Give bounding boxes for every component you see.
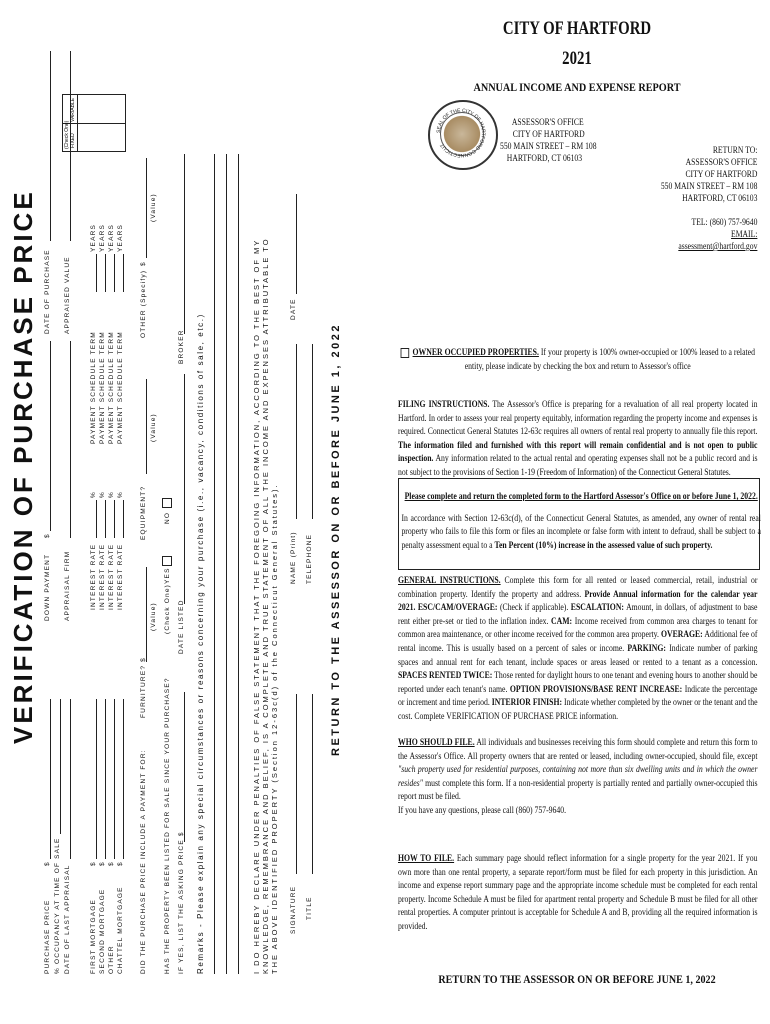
other-dollar: $ bbox=[140, 261, 147, 266]
who-section bbox=[398, 736, 758, 818]
certification-statement: I DO HEREBY DECLARE UNDER PENALTIES OF FALSE STATEMENT THAT THE FOREGOING INFORMATION, ACCORDING TO THE BEST OF MY KNOWLEDGE, REMEMBRANCE AND BELIEF, IS A COMPLETE AND TRUE STATEMENT OF ALL THE INCOME AND EXPENSES ATTRIBUTABLE TO THE ABOVE IDENTIFIED PROPERTY (Section 12-63c(d) of the Connecticut General Statutes). bbox=[252, 237, 279, 974]
listed-yes-label: YES bbox=[164, 567, 171, 584]
telephone-input[interactable] bbox=[312, 344, 313, 519]
variable-label: VARIABLE bbox=[70, 97, 76, 122]
seal-caption: SEAL OF THE CITY OF HARTFORD CONNECTICUT bbox=[435, 107, 487, 159]
last-appraisal-input[interactable] bbox=[70, 699, 71, 859]
signature-input[interactable] bbox=[296, 694, 297, 874]
general-heading: GENERAL INSTRUCTIONS. bbox=[398, 575, 501, 585]
general-t2: Amount, in dollars, of adjustment to base rent either pre-set or tied to the inflation index. bbox=[398, 602, 758, 626]
general-t7: Indicate the percentage or increment and time period. bbox=[398, 683, 758, 708]
who-text: All individuals and businesses receiving this form should complete and return this form to the Assessor's Office. All property owners that are rented or leased, including owner-occupied, should file, except bbox=[398, 737, 758, 761]
date-input[interactable] bbox=[296, 194, 297, 294]
name-print-input[interactable] bbox=[296, 344, 297, 519]
general-b7: OPTION PROVISIONS/BASE RENT INCREASE: bbox=[509, 683, 683, 694]
interest-rate-label-3: INTEREST RATE bbox=[108, 543, 115, 610]
how-heading: HOW TO FILE. bbox=[398, 853, 455, 863]
appraised-value-label: APPRAISED VALUE bbox=[64, 256, 71, 334]
report-title: ANNUAL INCOME AND EXPENSE REPORT bbox=[473, 80, 681, 94]
furniture-input[interactable] bbox=[146, 567, 147, 662]
broker-label: BROKER bbox=[178, 329, 185, 364]
return-to-line4: HARTFORD, CT 06103 bbox=[682, 193, 758, 203]
if-yes-label: IF YES, LIST THE ASKING PRICE $ bbox=[178, 831, 185, 974]
payment-schedule-label-2: PAYMENT SCHEDULE TERM bbox=[99, 331, 106, 444]
notice-heading: Please complete and return the completed form to the Hartford Assessor's Office on or before June 1, 2022. bbox=[404, 491, 758, 501]
date-of-purchase-label: DATE OF PURCHASE bbox=[44, 249, 51, 334]
report-year: 2021 bbox=[562, 48, 592, 69]
title-input[interactable] bbox=[312, 694, 313, 874]
down-payment-label: DOWN PAYMENT bbox=[44, 553, 51, 621]
mortgage-dollar-3: $ bbox=[108, 861, 115, 866]
verification-return-note: RETURN TO THE ASSESSOR ON OR BEFORE JUNE 1, 2022 bbox=[330, 323, 342, 756]
payment-schedule-label-4: PAYMENT SCHEDULE TERM bbox=[117, 331, 124, 444]
years-4: YEARS bbox=[117, 223, 124, 252]
how-section bbox=[398, 852, 758, 934]
other-input[interactable] bbox=[146, 158, 147, 258]
payment-schedule-label-1: PAYMENT SCHEDULE TERM bbox=[90, 331, 97, 444]
term-input-1[interactable] bbox=[96, 254, 97, 292]
office-line1: ASSESSOR'S OFFICE bbox=[511, 117, 584, 127]
fixed-label: FIXED bbox=[70, 133, 76, 148]
chattel-mortgage-input[interactable] bbox=[123, 699, 124, 859]
asking-price-input[interactable] bbox=[184, 692, 185, 842]
general-b8: INTERIOR FINISH: bbox=[491, 697, 563, 708]
general-b1: Provide Annual information for the calendar year 2021. ESC/CAM/OVERAGE: bbox=[398, 588, 758, 613]
signature-label: SIGNATURE bbox=[290, 885, 297, 934]
notice-penalty: Ten Percent (10%) increase in the assessed value of such property. bbox=[494, 539, 713, 550]
years-3: YEARS bbox=[108, 223, 115, 252]
appraisal-firm-input[interactable] bbox=[70, 341, 71, 538]
chattel-mortgage-label: CHATTEL MORTGAGE bbox=[117, 886, 124, 974]
furniture-value-caption: (Value) bbox=[150, 602, 157, 631]
down-payment-input[interactable] bbox=[50, 341, 51, 531]
remarks-label: Remarks - Please explain any special circumstances or reasons concerning your purchase (i.e., vacancy, conditions of sale, etc.) bbox=[196, 313, 205, 974]
telephone-label: TELEPHONE bbox=[306, 533, 313, 584]
general-b5: PARKING: bbox=[627, 642, 666, 653]
broker-input[interactable] bbox=[184, 154, 185, 334]
office-line2: CITY OF HARTFORD bbox=[512, 129, 585, 139]
has-listed-label: HAS THE PROPERTY BEEN LISTED FOR SALE SINCE YOUR PURCHASE? bbox=[164, 677, 171, 974]
other-mortgage-input[interactable] bbox=[114, 699, 115, 859]
mortgage-dollar-2: $ bbox=[99, 861, 106, 866]
office-line3: 550 MAIN STREET – RM 108 bbox=[500, 141, 597, 151]
general-b6: SPACES RENTED TWICE: bbox=[398, 670, 493, 681]
fixed-variable-grid bbox=[62, 94, 126, 152]
return-to-tel: TEL: (860) 757-9640 bbox=[691, 217, 758, 227]
filing-heading: FILING INSTRUCTIONS. bbox=[398, 399, 490, 409]
svg-text:SEAL OF THE CITY OF HARTFORD C bbox=[436, 108, 486, 158]
interest-rate-label-1: INTEREST RATE bbox=[90, 543, 97, 610]
term-input-3[interactable] bbox=[114, 254, 115, 292]
listed-no-checkbox[interactable] bbox=[162, 498, 172, 508]
date-listed-label: DATE LISTED bbox=[178, 599, 185, 654]
equipment-value-caption: (Value) bbox=[150, 413, 157, 442]
office-line4: HARTFORD, CT 06103 bbox=[506, 153, 583, 163]
title-label: TITLE bbox=[306, 896, 313, 920]
interest-rate-input-2[interactable] bbox=[105, 500, 106, 538]
general-t8: Indicate whether completed by the owner or the tenant and the cost. Complete VERIFICATION OF PURCHASE PRICE information. bbox=[398, 697, 758, 721]
notice-text: In accordance with Section 12-63c(d), of the Connecticut General Statutes, as amended, any owner of rental real property who fails to file this form or files an incomplete or false form with intent to defraud, shall be subject to a penalty assessment equal to a bbox=[401, 512, 761, 550]
verification-title: VERIFICATION OF PURCHASE PRICE bbox=[8, 189, 38, 744]
city-title: CITY OF HARTFORD bbox=[502, 18, 652, 39]
general-t6: Those rented for daylight hours to one tenant and evening hours to another should be reported under each tenant's name. bbox=[398, 670, 758, 694]
general-b4: OVERAGE: bbox=[661, 629, 703, 640]
pct-1: % bbox=[90, 491, 97, 498]
return-to-line3: 550 MAIN STREET – RM 108 bbox=[660, 181, 758, 191]
first-mortgage-label: FIRST MORTGAGE bbox=[90, 898, 97, 974]
filing-text1: The Assessor's Office is preparing for a revaluation of all real property located in Hartford. In order to assess your real property equitably, information regarding the property income and expenses is required. Connecticut General Statutes 12-63c requires all owners of rental real property to annually file this report. bbox=[398, 399, 758, 437]
interest-rate-label-2: INTEREST RATE bbox=[99, 543, 106, 610]
general-text: Complete this form for all rented or leased commercial, retail, industrial or combination property. Identify the property and address. bbox=[398, 575, 758, 599]
city-seal-icon bbox=[428, 100, 498, 170]
general-t5: Indicate number of parking spaces and annual rent for each tenant, include spaces or areas leased or rented to a tenant as a concession. bbox=[398, 642, 758, 667]
other-value-caption: (Value) bbox=[150, 193, 157, 222]
return-to-email: EMAIL: assessment@hartford.gov bbox=[678, 229, 758, 251]
interest-rate-label-4: INTEREST RATE bbox=[117, 543, 124, 610]
general-section bbox=[398, 574, 758, 724]
return-to-line2: CITY OF HARTFORD bbox=[685, 169, 758, 179]
listed-yes-checkbox[interactable] bbox=[162, 556, 172, 566]
mortgage-dollar-4: $ bbox=[117, 861, 124, 866]
other-specify-label: OTHER (Specify) bbox=[140, 269, 147, 338]
other-mortgage-label: OTHER bbox=[108, 945, 115, 974]
general-t3: Income received from common area charges to tenant for common area maintenance, or other income received for the common area property. bbox=[398, 615, 758, 640]
filing-text2: Any information related to the actual rental and operating expenses shall not be a public record and is not subject to the provisions of Section 1-19 (Freedom of Information) of the Connecticut General Statutes. bbox=[398, 453, 758, 477]
remarks-line-3[interactable] bbox=[238, 154, 239, 974]
who-text2: must complete this form. If a non-residential property is partially rented and partially owner-occupied this report must be filed. bbox=[398, 777, 758, 802]
purchase-price-input[interactable] bbox=[50, 699, 51, 859]
general-t4: Additional fee of rental income. This is usually based on a percent of sales or income. bbox=[398, 629, 758, 653]
date-of-purchase-input[interactable] bbox=[50, 51, 51, 241]
pct-2: % bbox=[99, 491, 106, 498]
term-input-4[interactable] bbox=[123, 254, 124, 292]
who-heading: WHO SHOULD FILE. bbox=[398, 737, 475, 747]
remarks-line-2[interactable] bbox=[226, 154, 227, 974]
check-one-label: (Check One) bbox=[64, 120, 70, 149]
pct-3: % bbox=[108, 491, 115, 498]
second-mortgage-label: SECOND MORTGAGE bbox=[99, 888, 106, 974]
how-text: Each summary page should reflect information for a single property for the year 2021. If you own more than one rental property, a separate report/form must be filed for each property in this jurisdiction. An income and expense report summary page and the appropriate income schedule must be completed for each rental property. Income Schedule A must be filed for apartment rental property and Schedule B must be filed for all other rental properties. A computer printout is acceptable for Schedule A and B, providing all the required information is provided. bbox=[398, 853, 758, 931]
date-label: DATE bbox=[290, 298, 297, 320]
general-b3: CAM: bbox=[551, 615, 573, 626]
furniture-label: FURNITURE? $ bbox=[140, 657, 147, 718]
owner-occupied-text: If your property is 100% owner-occupied or 100% leased to a related entity, please indicate by checking the box and return to Assessor's office bbox=[464, 347, 755, 371]
second-mortgage-input[interactable] bbox=[105, 699, 106, 859]
date-listed-input[interactable] bbox=[184, 374, 185, 604]
interest-rate-input-4[interactable] bbox=[123, 500, 124, 538]
owner-occupied-heading: OWNER OCCUPIED PROPERTIES. bbox=[412, 347, 539, 357]
pct-4: % bbox=[117, 491, 124, 498]
office-address bbox=[500, 116, 597, 164]
years-2: YEARS bbox=[99, 223, 106, 252]
who-italic: "such property used for residential purposes, containing not more than six dwelling units and in which the owner resides" bbox=[398, 764, 758, 788]
listed-check-one: (Check One) bbox=[164, 583, 171, 634]
filing-section bbox=[398, 398, 758, 480]
purchase-price-dollar: $ bbox=[44, 861, 51, 866]
interest-rate-input-1[interactable] bbox=[96, 500, 97, 538]
payment-schedule-label-3: PAYMENT SCHEDULE TERM bbox=[108, 331, 115, 444]
did-include-label: DID THE PURCHASE PRICE INCLUDE A PAYMENT FOR: bbox=[140, 749, 147, 974]
return-to-line1: ASSESSOR'S OFFICE bbox=[685, 157, 758, 167]
notice-section bbox=[398, 490, 761, 552]
owner-occupied-section bbox=[398, 346, 758, 373]
name-print-label: NAME (Print) bbox=[290, 531, 297, 584]
who-question: If you have any questions, please call (860) 757-9640. bbox=[398, 804, 567, 815]
years-1: YEARS bbox=[90, 223, 97, 252]
return-to-label: RETURN TO: bbox=[712, 145, 758, 155]
appraisal-firm-label: APPRAISAL FIRM bbox=[64, 550, 71, 621]
purchase-price-label: PURCHASE PRICE bbox=[44, 899, 51, 974]
verification-panel bbox=[0, 24, 390, 1024]
return-to-block bbox=[652, 144, 757, 252]
occupancy-label: % OCCUPANCY AT TIME OF SALE bbox=[54, 837, 61, 974]
filing-confidential: The information filed and furnished with this report will remain confidential and is not open to public inspection. bbox=[398, 439, 758, 464]
equipment-input[interactable] bbox=[146, 379, 147, 474]
remarks-line-1[interactable] bbox=[214, 154, 215, 974]
owner-occupied-checkbox[interactable] bbox=[400, 348, 409, 358]
general-t1: (Check if applicable). bbox=[499, 602, 569, 613]
general-b2: ESCALATION: bbox=[570, 602, 625, 613]
last-appraisal-label: DATE OF LAST APPRAISAL bbox=[64, 864, 71, 974]
mortgage-dollar-1: $ bbox=[90, 861, 97, 866]
down-payment-dollar: $ bbox=[44, 533, 51, 538]
occupancy-input[interactable] bbox=[60, 699, 61, 834]
term-input-2[interactable] bbox=[105, 254, 106, 292]
footer-return-note: RETURN TO THE ASSESSOR ON OR BEFORE JUNE 1, 2022 bbox=[438, 972, 716, 986]
listed-no-label: NO bbox=[164, 511, 171, 524]
first-mortgage-input[interactable] bbox=[96, 699, 97, 859]
equipment-label: EQUIPMENT? bbox=[140, 485, 147, 540]
interest-rate-input-3[interactable] bbox=[114, 500, 115, 538]
